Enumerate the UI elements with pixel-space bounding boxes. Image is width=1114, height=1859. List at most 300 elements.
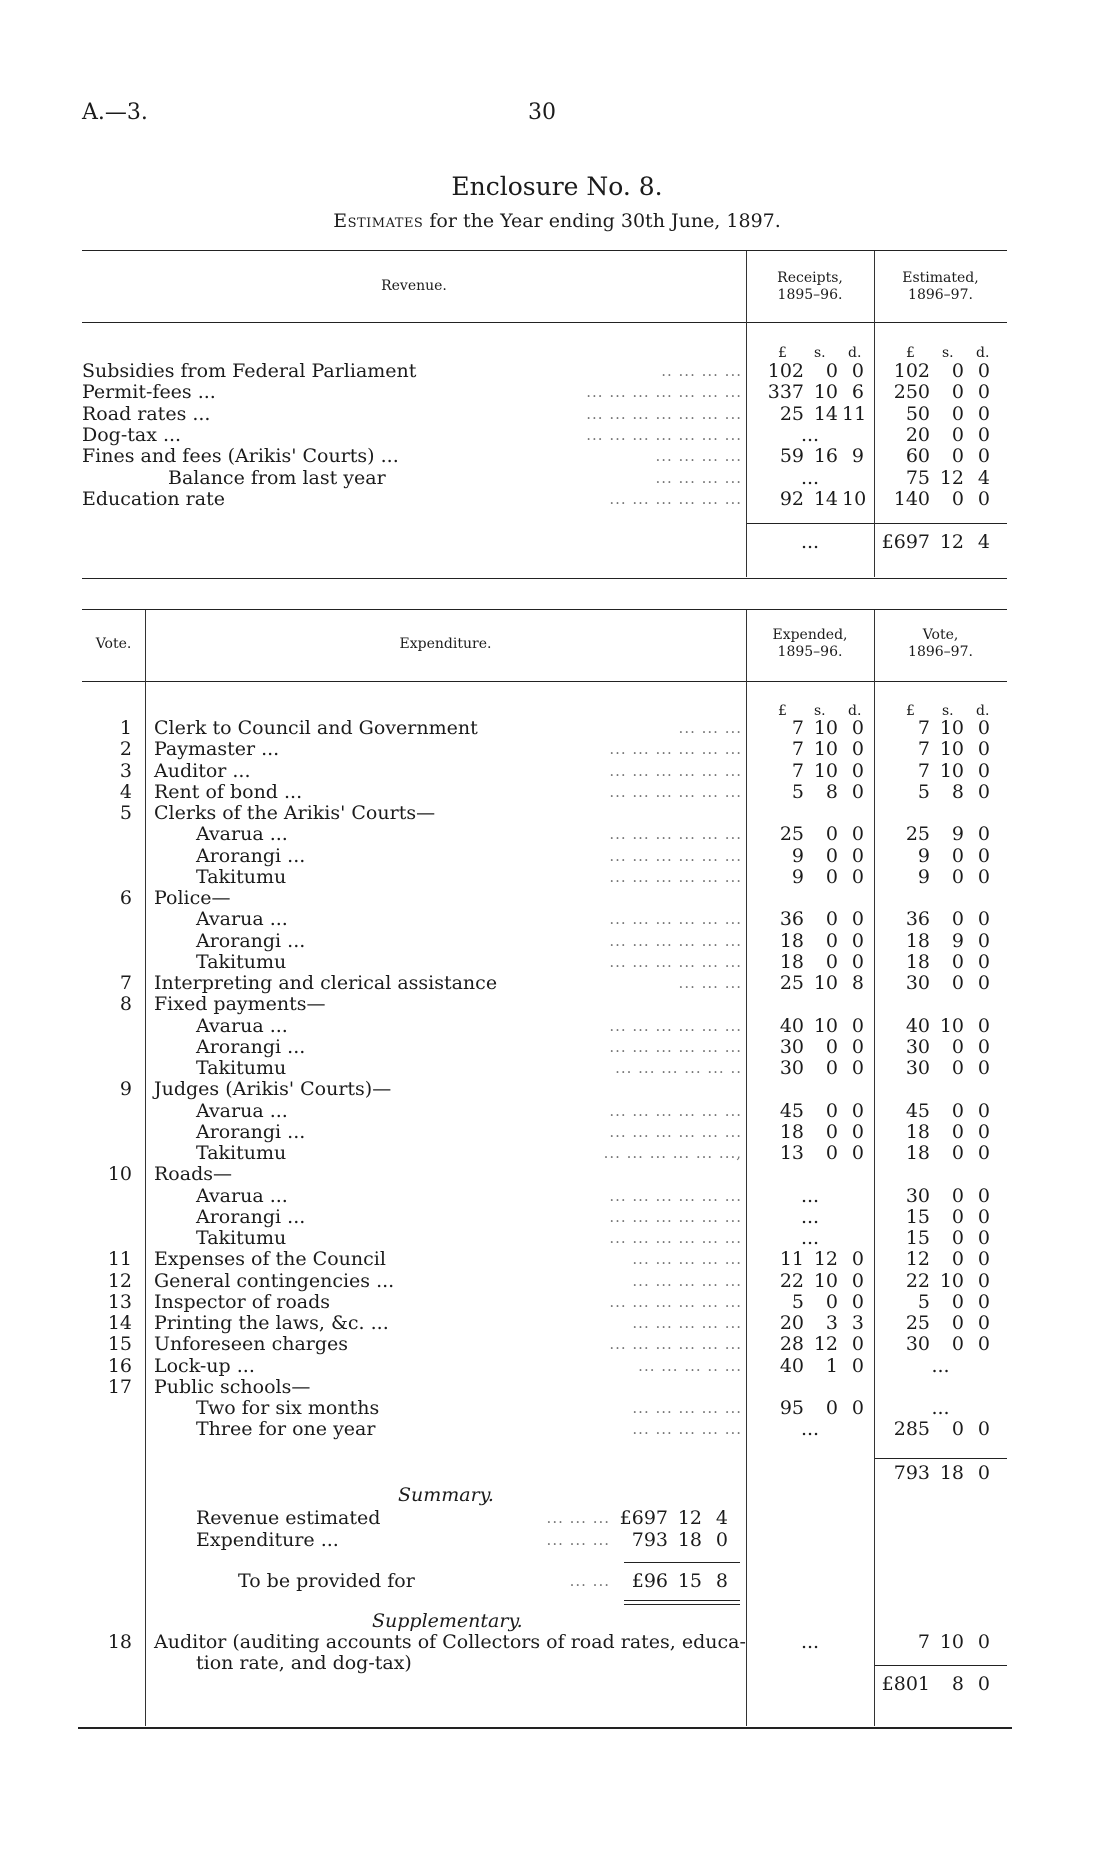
vote-number: 7 [119,972,132,994]
supplementary-row-continued [0,1653,1114,1674]
pence-unit-label: d. [976,703,990,719]
vote-shillings: 10 [939,717,964,739]
expended-shillings: 10 [813,1014,838,1037]
estimated-shillings: 0 [951,360,964,382]
leader-dots: ... ... ... ... [655,447,742,466]
receipts-pounds: 92 [779,487,804,510]
expended-shillings: 0 [825,1290,838,1313]
vote-pounds: 30 [905,1333,930,1356]
vote-pounds: 40 [905,1014,930,1037]
expenditure-row [0,973,1114,994]
supplementary-label-line2: tion rate, and dog-tax) [196,1652,412,1674]
vote-pence: 0 [977,1099,990,1122]
expenditure-item-label: Printing the laws, &c. ... [154,1312,389,1334]
expended-shillings: 0 [825,1035,838,1058]
summary-amount-pence: 4 [715,1507,728,1529]
vote-pence: 0 [977,929,990,952]
expenditure-row [0,1037,1114,1058]
vote-pence: 0 [977,1035,990,1058]
estimated-pounds: 60 [905,445,930,468]
expended-ellipsis: ... [800,1184,820,1207]
estimated-pence: 0 [977,445,990,468]
leader-dots: ... ... ... ... ... ... [609,740,742,759]
expenditure-row [0,909,1114,930]
pound-unit-label: £ [778,703,787,719]
grand-total-pounds: £801 [881,1673,930,1695]
expenditure-item-label: Roads— [154,1163,232,1186]
expenditure-item-label: Judges (Arikis' Courts)— [154,1078,392,1101]
vote-number: 16 [107,1354,132,1377]
expended-pence: 0 [851,1248,864,1271]
expenditure-item-label: General contingencies ... [154,1269,395,1292]
expenditure-row [0,739,1114,760]
expenditure-item-label: Avarua ... [196,823,288,846]
vote-pence: 0 [977,1290,990,1313]
summary-double-rule-1 [624,1600,740,1601]
revenue-item-label: Road rates ... [82,402,211,425]
summary-amount-pence: 0 [715,1528,728,1551]
vote-pence: 0 [977,1142,990,1164]
estimated-total-shillings: 12 [939,531,964,553]
vote-number: 17 [107,1375,132,1398]
expenditure-row [0,1016,1114,1037]
vote-pounds: 18 [905,1120,930,1143]
vote-pence: 0 [977,865,990,888]
summary-label: Revenue estimated [196,1507,381,1529]
vote-pounds: 45 [905,1099,930,1122]
vote-pounds: 30 [905,1057,930,1079]
expenditure-item-label: Arorangi ... [196,1035,306,1058]
revenue-item-label: Education rate [82,487,225,510]
vote-pounds: 7 [917,717,930,739]
expenditure-row [0,867,1114,888]
expended-shillings: 0 [825,1120,838,1143]
vote-shillings: 0 [951,1248,964,1271]
revenue-heading: Revenue. [381,278,447,294]
receipts-pounds: 337 [767,381,804,404]
expended-pence: 0 [851,1014,864,1037]
expenditure-item-label: Auditor ... [154,759,251,782]
expenditure-item-label: Fixed payments— [154,993,326,1016]
revenue-item-label: Subsidies from Federal Parliament [82,360,417,382]
expended-pounds: 40 [779,1014,804,1037]
leader-dots: ... ... ... ... ... ... [609,867,742,886]
expenditure-item-label: Unforeseen charges [154,1333,349,1356]
expended-pounds: 7 [791,759,804,782]
expenditure-item-label: Takitumu [196,865,287,888]
leader-dots: ... ... ... .. ... [638,1356,742,1375]
expended-pounds: 18 [779,950,804,973]
receipts-ellipsis: ... [800,466,820,489]
leader-dots: ... ... ... ... ... [632,1420,742,1439]
vote-shillings: 0 [951,972,964,994]
expended-pounds: 45 [779,1099,804,1122]
vote-number: 6 [119,887,132,909]
estimated-pence: 4 [977,466,990,489]
leader-dots: ... ... ... [678,719,742,737]
estimated-pence: 0 [977,402,990,425]
expenditure-row [0,1419,1114,1440]
expended-pence: 0 [851,1333,864,1356]
expenditure-row [0,1249,1114,1270]
leader-dots: ... ... ... ... ... ... [609,1335,742,1354]
expenditure-item-label: Two for six months [196,1397,380,1419]
leader-dots: ... ... ... ... ... ... [609,1122,742,1141]
leader-dots: ... ... ... [546,1530,610,1549]
leader-dots: ... ... ... ... ... [632,1314,742,1332]
summary-amount-shillings: 18 [677,1528,702,1551]
expended-pounds: 9 [791,844,804,867]
expenditure-row [0,824,1114,845]
pound-unit-label: £ [906,703,915,719]
vote-amount-heading-line2: 1896–97. [908,644,973,660]
vote-pounds: 285 [893,1418,930,1441]
vote-shillings: 8 [951,780,964,803]
summary-sum-rule [624,1562,740,1563]
revenue-item-label: Fines and fees (Arikis' Courts) ... [82,445,399,468]
estimated-pounds: 50 [905,402,930,425]
vote-amount-heading [874,627,1007,661]
expenditure-item-label: Takitumu [196,950,287,973]
vote-pounds: 5 [917,780,930,803]
vote-shillings: 0 [951,865,964,888]
revenue-item-label: Dog-tax ... [82,423,182,446]
expended-pounds: 7 [791,738,804,761]
vote-shillings: 0 [951,1312,964,1334]
expenditure-row [0,1164,1114,1185]
vote-shillings: 10 [939,1014,964,1037]
vote-pence: 0 [977,1312,990,1334]
expenditure-item-label: Arorangi ... [196,844,306,867]
expended-pence: 8 [851,972,864,994]
vote-pounds: 30 [905,1035,930,1058]
revenue-header-rule [82,322,1007,323]
receipts-heading-line1: Receipts, [777,270,843,286]
estimated-heading-line2: 1896–97. [908,287,973,303]
revenue-row [0,361,1114,382]
vote-pounds: 30 [905,972,930,994]
shilling-unit-label: s. [814,703,826,719]
vote-number: 2 [119,738,132,761]
provided-amount-pounds: £96 [631,1570,668,1592]
enclosure-title: Enclosure No. 8. [451,172,663,201]
expended-pounds: 7 [791,717,804,739]
receipts-shillings: 14 [813,402,838,425]
expended-heading [746,627,874,661]
receipts-shillings: 14 [813,487,838,510]
receipts-pence: 10 [842,487,867,510]
leader-dots: ... ... ... ... ... ... [609,1229,742,1247]
vote-pence: 0 [977,759,990,782]
receipts-shillings: 0 [825,360,838,382]
vote-pounds: 25 [905,823,930,846]
revenue-total-rule [746,523,1007,524]
expenditure-item-label: Arorangi ... [196,929,306,952]
vote-shillings: 0 [951,1333,964,1356]
vote-pounds: 15 [905,1227,930,1249]
vote-pence: 0 [977,1248,990,1271]
expended-shillings: 10 [813,972,838,994]
expenditure-row [0,782,1114,803]
pound-unit-label: £ [778,345,787,361]
vote-shillings: 10 [939,738,964,761]
expended-pence: 0 [851,1057,864,1079]
expended-shillings: 0 [825,950,838,973]
shilling-unit-label: s. [942,345,954,361]
summary-amount-shillings: 12 [677,1507,702,1529]
expenditure-row [0,1292,1114,1313]
expended-pence: 0 [851,1099,864,1122]
leader-dots: ... ... ... ... ... ... ... [586,383,742,402]
expended-pence: 0 [851,1269,864,1292]
expended-shillings: 0 [825,865,838,888]
receipts-total-ellipsis: ... [800,531,820,553]
expended-shillings: 12 [813,1248,838,1271]
receipts-pence: 9 [851,445,864,468]
expenditure-item-label: Avarua ... [196,1014,288,1037]
expenditure-item-label: Lock-up ... [154,1354,255,1377]
vote-shillings: 0 [951,1205,964,1228]
vote-number: 3 [119,759,132,782]
vote-pounds: 22 [905,1269,930,1292]
expended-shillings: 0 [825,929,838,952]
summary-label: Expenditure ... [196,1528,339,1551]
vote-ellipsis: ... [931,1354,950,1377]
expended-pounds: 11 [779,1248,804,1271]
expenditure-item-label: Clerk to Council and Government [154,717,478,739]
vote-pounds: 36 [905,908,930,931]
vote-shillings: 0 [951,1099,964,1122]
expenditure-row [0,1186,1114,1207]
receipts-pence: 0 [851,360,864,382]
expended-pence: 0 [851,1142,864,1164]
vote-ellipsis: ... [931,1397,950,1419]
expended-shillings: 10 [813,1269,838,1292]
vote-pence: 0 [977,738,990,761]
vote-pence: 0 [977,1205,990,1228]
estimated-pounds: 75 [905,466,930,489]
vote-pounds: 30 [905,1184,930,1207]
leader-dots: ... ... ... ... ... ... [609,1207,742,1226]
expended-pounds: 13 [779,1142,804,1164]
to-be-provided-label: To be provided for [238,1570,415,1592]
expenditure-row [0,1143,1114,1164]
estimated-pence: 0 [977,381,990,404]
expended-pence: 0 [851,823,864,846]
expended-shillings: 12 [813,1333,838,1356]
supplementary-title: Supplementary. [372,1610,523,1632]
supplementary-row [0,1632,1114,1653]
expended-pounds: 28 [779,1333,804,1356]
shilling-unit-label: s. [814,345,826,361]
expended-pounds: 25 [779,972,804,994]
leader-dots: ... ... ... ... [655,468,742,487]
grand-total-shillings: 8 [951,1673,964,1695]
leader-dots: ... ... ... ... ... ... ... [586,425,742,444]
vote-shillings: 0 [951,844,964,867]
leader-dots: ... ... ... ... ... ... [609,1016,742,1035]
expenditure-row [0,1271,1114,1292]
expended-shillings: 0 [825,1057,838,1079]
expended-pence: 0 [851,1290,864,1313]
leader-dots: ... ... ... [546,1509,610,1527]
vote-shillings: 0 [951,1057,964,1079]
expended-pounds: 95 [779,1397,804,1419]
expended-pence: 3 [851,1312,864,1334]
vote-shillings: 10 [939,759,964,782]
expended-shillings: 1 [825,1354,838,1377]
leader-dots: ... ... ... ... ... ... [609,846,742,865]
expenditure-item-label: Interpreting and clerical assistance [154,972,498,994]
vote-pence: 0 [977,1227,990,1249]
vote-shillings: 10 [939,1631,964,1653]
vote-shillings: 0 [951,1290,964,1313]
page-number: 30 [528,100,556,125]
leader-dots: ... ... ... ... ... ... [609,910,742,929]
vote-pounds: 9 [917,844,930,867]
receipts-pence: 11 [842,402,867,425]
subtitle-lead: Estimates [333,210,424,232]
estimated-shillings: 12 [939,466,964,489]
vote-pence: 0 [977,1269,990,1292]
estimates-subtitle [0,210,1114,232]
receipts-shillings: 16 [813,445,838,468]
revenue-row [0,404,1114,425]
leader-dots: ... ... ... ... ... ... [609,1292,742,1311]
expended-shillings: 10 [813,759,838,782]
vote-pence: 0 [977,823,990,846]
receipts-pounds: 102 [767,360,804,382]
estimated-heading [874,270,1007,304]
vote-pounds: 15 [905,1205,930,1228]
vote-pence: 0 [977,1631,990,1653]
estimated-shillings: 0 [951,445,964,468]
expended-pence: 0 [851,929,864,952]
expenditure-row [0,1058,1114,1079]
expended-pence: 0 [851,908,864,931]
expended-pounds: 9 [791,865,804,888]
expended-ellipsis: ... [800,1227,820,1249]
expended-pounds: 5 [791,780,804,803]
expended-pence: 0 [851,780,864,803]
leader-dots: ... ... ... ... ... ... ... [586,404,742,423]
revenue-row [0,382,1114,403]
expended-heading-line1: Expended, [772,627,848,643]
leader-dots: ... ... ... ... ... ... [609,1101,742,1120]
vote-amount-heading-line1: Vote, [922,627,959,643]
receipts-pence: 6 [851,381,864,404]
expended-pounds: 25 [779,823,804,846]
expended-pence: 0 [851,1120,864,1143]
leader-dots: ... ... ... ... ... ... [609,952,742,971]
estimated-pence: 0 [977,423,990,446]
expenditure-item-label: Police— [154,887,231,909]
vote-number: 15 [107,1333,132,1356]
vote-pence: 0 [977,950,990,973]
vote-pence: 0 [977,780,990,803]
vote-number: 4 [119,780,132,803]
vote-shillings: 9 [951,929,964,952]
estimated-pounds: 250 [893,381,930,404]
expended-ellipsis: ... [800,1631,820,1653]
leader-dots: ... ... ... ... ... ... [609,782,742,801]
expended-pounds: 20 [779,1312,804,1334]
vote-shillings: 10 [939,1269,964,1292]
expended-shillings: 3 [825,1312,838,1334]
expenditure-item-label: Paymaster ... [154,738,280,761]
expended-pence: 0 [851,738,864,761]
expenditure-item-label: Clerks of the Arikis' Courts— [154,802,436,824]
expended-pounds: 18 [779,929,804,952]
expenditure-heading: Expenditure. [399,636,492,652]
receipts-heading [746,270,874,304]
expended-pounds: 40 [779,1354,804,1377]
expenditure-item-label: Expenses of the Council [154,1248,386,1271]
expended-shillings: 8 [825,780,838,803]
vote-number: 8 [119,993,132,1016]
leader-dots: ... ... ... ... ... [632,1399,742,1417]
expenditure-row [0,1356,1114,1377]
vote-subtotal-pounds: 793 [893,1462,930,1484]
expended-pounds: 5 [791,1290,804,1313]
expenditure-row [0,803,1114,824]
expenditure-row [0,1207,1114,1228]
revenue-bottom-rule [82,578,1007,579]
expended-shillings: 0 [825,1142,838,1164]
vote-subtotal-pence: 0 [977,1462,990,1484]
expenditure-row [0,1334,1114,1355]
expenditure-row [0,846,1114,867]
expended-shillings: 0 [825,1099,838,1122]
vote-pounds: 9 [917,865,930,888]
estimated-shillings: 0 [951,402,964,425]
estimated-pounds: 102 [893,360,930,382]
leader-dots: .. ... ... ... [661,362,742,380]
vote-pence: 0 [977,1418,990,1441]
leader-dots: ... ... ... ... ... ... [609,1186,742,1205]
expended-pounds: 30 [779,1057,804,1079]
leader-dots: ... ... ... ... ... ... [609,1037,742,1056]
vote-number: 1 [119,717,132,739]
expenditure-subtotal-rule [874,1458,1007,1459]
leader-dots: ... ... ... [678,974,742,992]
vote-number: 12 [107,1269,132,1292]
expenditure-item-label: Avarua ... [196,908,288,931]
expenditure-item-label: Takitumu [196,1142,287,1164]
provided-amount-shillings: 15 [677,1570,702,1592]
revenue-item-label: Permit-fees ... [82,381,216,404]
vote-shillings: 0 [951,1184,964,1207]
estimated-pence: 0 [977,360,990,382]
vote-number: 11 [107,1248,132,1271]
expended-heading-line2: 1895–96. [777,644,843,660]
expenditure-item-label: Inspector of roads [154,1290,331,1313]
vote-number: 13 [107,1290,132,1313]
expenditure-row [0,931,1114,952]
revenue-top-rule [82,250,1007,251]
expenditure-item-label: Takitumu [196,1227,287,1249]
vote-pounds: 25 [905,1312,930,1334]
estimated-pounds: 20 [905,423,930,446]
expenditure-row [0,1377,1114,1398]
summary-row [0,1508,1114,1529]
leader-dots: ... ... ... ... ... ... [609,825,742,844]
expenditure-row [0,994,1114,1015]
expenditure-row [0,1228,1114,1249]
summary-amount-pounds: 793 [631,1528,668,1551]
expended-shillings: 0 [825,823,838,846]
revenue-row [0,425,1114,446]
